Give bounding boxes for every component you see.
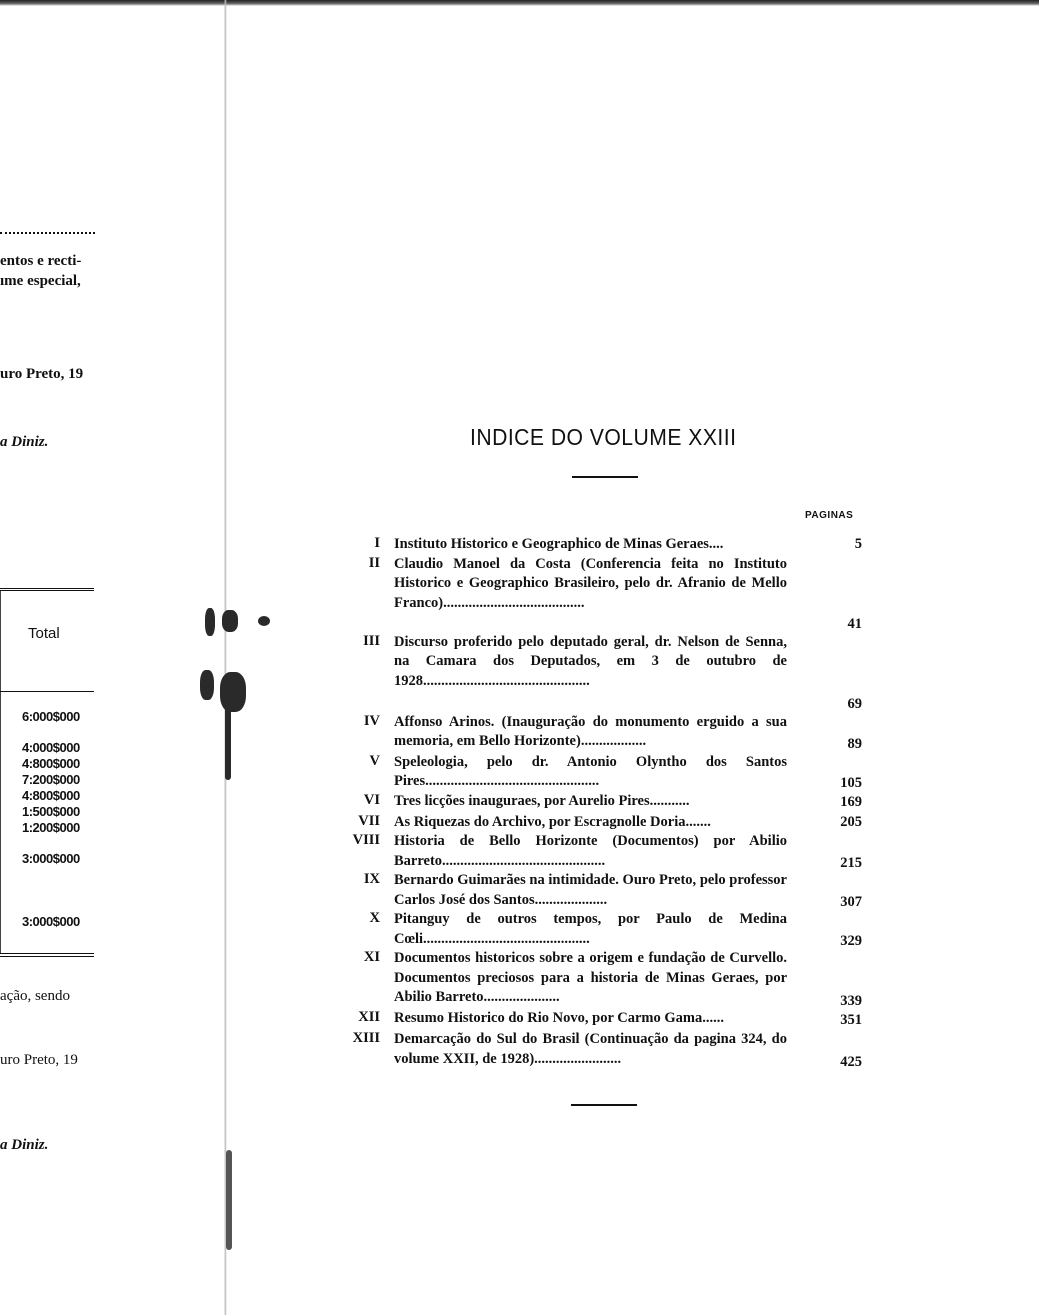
- entry-page: 105: [840, 775, 862, 791]
- left-page-place-date: uro Preto, 19: [0, 1052, 78, 1068]
- ink-stain: [226, 1150, 232, 1250]
- entry-page: 339: [840, 992, 862, 1009]
- entry-numeral: VII: [358, 812, 380, 829]
- table-value: 1:500$000: [22, 804, 80, 819]
- index-entry: [350, 535, 870, 555]
- entry-text: Instituto Historico e Geographico de Minas Geraes....: [394, 536, 724, 552]
- left-page-line: ıme especial,: [0, 273, 81, 289]
- table-value: 3:000$000: [22, 914, 80, 929]
- entry-page: 329: [840, 932, 862, 949]
- table-value: 1:200$000: [22, 820, 80, 835]
- index-entry: [350, 1030, 870, 1070]
- entry-text: As Riquezas do Archivo, por Escragnolle Doria.......: [394, 813, 711, 830]
- ink-stain: [225, 700, 231, 780]
- index-entry: [350, 871, 870, 910]
- index-entry: [350, 792, 870, 813]
- entry-text: Pitanguy de outros tempos, por Paulo de Medina Cœli..............................................: [394, 911, 787, 947]
- entry-text: Demarcação do Sul do Brasil (Continuação da pagina 324, do volume XXII, de 1928)........................: [394, 1031, 787, 1067]
- entry-text: Speleologia, pelo dr. Antonio Olyntho dos Santos Pires................................................: [394, 753, 787, 790]
- left-page-place-date: uro Preto, 19: [0, 366, 84, 382]
- table-value: 4:000$000: [22, 740, 80, 755]
- left-page-table: [0, 588, 94, 957]
- ink-stain: [200, 670, 214, 700]
- entry-page: 307: [840, 893, 862, 910]
- entry-page: 205: [840, 813, 862, 830]
- entry-numeral: VI: [363, 791, 380, 808]
- table-header-total: Total: [28, 625, 60, 642]
- entry-page: 41: [847, 616, 862, 632]
- entry-numeral: XII: [358, 1009, 380, 1026]
- left-page-signature: a Diniz.: [0, 1137, 49, 1153]
- end-rule: [571, 1104, 637, 1106]
- entry-numeral: XI: [363, 949, 380, 966]
- entry-page: 5: [854, 536, 862, 552]
- index-entry: [350, 753, 870, 792]
- ink-stain: [220, 672, 246, 712]
- index-entry: [350, 910, 870, 949]
- entry-page: 215: [840, 854, 862, 871]
- table-vertical-rule: [0, 591, 1, 953]
- left-page-line: ação, sendo: [0, 988, 70, 1004]
- entry-text: Documentos historicos sobre a origem e fundação de Curvello. Documentos preciosos para a historia de Minas Geraes, por Abilio Barreto.....................: [394, 950, 787, 1006]
- table-value: 7:200$000: [22, 772, 80, 787]
- table-value: 4:800$000: [22, 788, 80, 803]
- entry-text: Tres licções inauguraes, por Aurelio Pires...........: [394, 792, 690, 809]
- entry-text: Affonso Arinos. (Inauguração do monumento erguido a sua memoria, em Bello Horizonte)..................: [394, 713, 787, 750]
- entry-page: 69: [847, 696, 862, 712]
- index-entry: [350, 555, 870, 633]
- table-header-rule: [0, 691, 94, 692]
- entry-text: Bernardo Guimarães na intimidade. Ouro Preto, pelo professor Carlos José dos Santos....................: [394, 872, 787, 908]
- entry-text: Resumo Historico do Rio Novo, por Carmo Gama......: [394, 1010, 724, 1027]
- index-entry: [350, 813, 870, 833]
- entry-numeral: II: [368, 554, 380, 571]
- left-page-signature: a Diniz.: [0, 434, 49, 450]
- table-value: 4:800$000: [22, 756, 80, 771]
- left-page-line: entos e recti-: [0, 253, 82, 269]
- pages-column-header: PAGINAS: [805, 510, 854, 521]
- index-list: [350, 535, 870, 1070]
- entry-page: 351: [840, 1011, 862, 1028]
- entry-numeral: X: [369, 910, 380, 927]
- page-top-edge: [0, 0, 1039, 6]
- index-entry: [350, 633, 870, 713]
- entry-numeral: IV: [363, 712, 380, 729]
- entry-numeral: III: [363, 632, 380, 649]
- entry-text: Claudio Manoel da Costa (Conferencia feita no Instituto Historico e Geographico Brasileiro, pelo dr. Afranio de Mello Franco).......................................: [394, 555, 787, 611]
- entry-text: Historia de Bello Horizonte (Documentos) por Abilio Barreto.............................................: [394, 833, 787, 869]
- entry-numeral: V: [369, 752, 380, 769]
- entry-text: Discurso proferido pelo deputado geral, dr. Nelson de Senna, na Camara dos Deputados, em 3 de outubro de 1928..............................................: [394, 633, 787, 689]
- entry-numeral: IX: [363, 871, 380, 888]
- ink-stain: [222, 610, 238, 632]
- ink-stain: [205, 608, 215, 636]
- entry-numeral: XIII: [352, 1030, 380, 1047]
- entry-numeral: I: [374, 535, 380, 551]
- index-entry: [350, 832, 870, 871]
- page-title: INDICE DO VOLUME XXIII: [470, 424, 737, 450]
- left-page-rule: [0, 232, 95, 237]
- index-entry: [350, 713, 870, 753]
- entry-page: 169: [840, 794, 862, 810]
- ink-stain: [258, 616, 270, 626]
- table-value: 3:000$000: [22, 851, 80, 866]
- table-value: 6:000$000: [22, 709, 80, 724]
- entry-numeral: VIII: [352, 832, 380, 849]
- title-rule: [572, 476, 638, 478]
- index-entry: [350, 1009, 870, 1030]
- index-entry: [350, 949, 870, 1009]
- entry-page: 425: [840, 1053, 862, 1070]
- page-fold: [224, 0, 227, 1315]
- entry-page: 89: [847, 736, 862, 752]
